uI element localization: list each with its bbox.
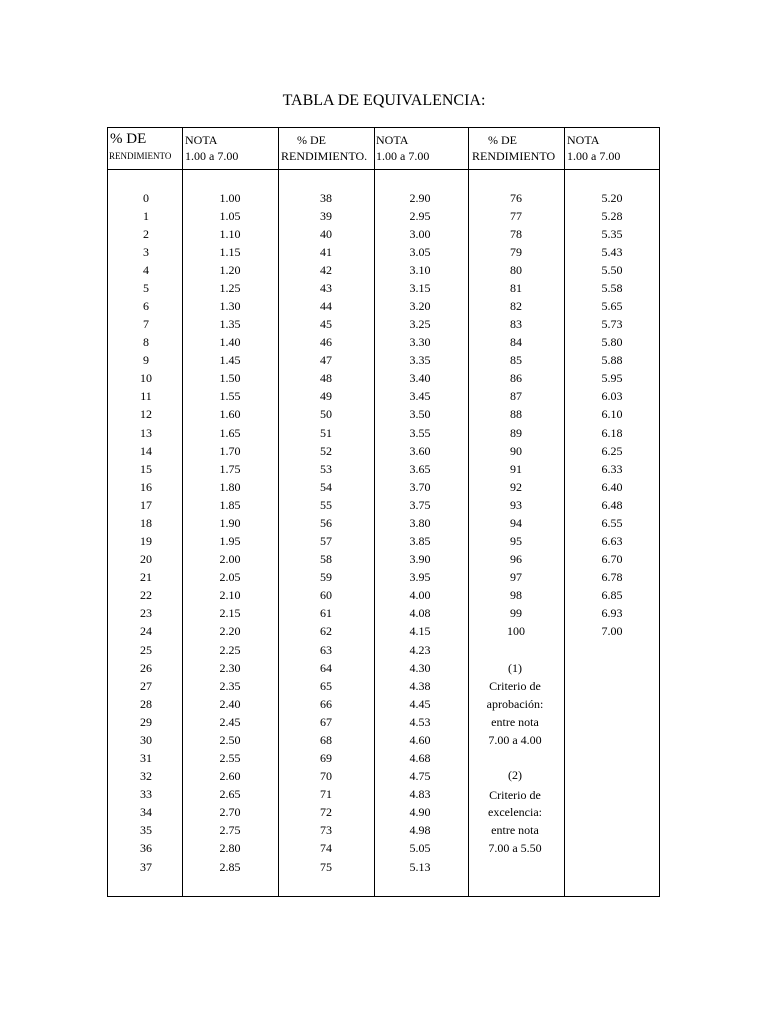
table-cell-pct-col-1: 9 — [143, 353, 149, 368]
table-cell-pct-col-1: 22 — [140, 588, 152, 603]
table-cell-pct-col-1: 2 — [143, 226, 149, 241]
table-cell-pct-col-2: 52 — [320, 443, 332, 458]
table-cell-nota-col-2: 3.95 — [409, 570, 431, 585]
table-cell-pct-col-1: 37 — [140, 859, 152, 874]
table-cell-nota-col-2: 4.83 — [409, 787, 431, 802]
table-cell-nota-col-1: 1.20 — [219, 262, 241, 277]
table-cell-nota-col-3: 6.78 — [601, 570, 623, 585]
table-cell-nota-col-3: 6.93 — [601, 606, 623, 621]
table-cell-pct-col-1: 27 — [140, 678, 152, 693]
table-cell-pct-col-1: 35 — [140, 823, 152, 838]
note-2-line2: excelencia: — [488, 805, 542, 819]
table-cell-nota-col-2: 3.75 — [409, 497, 431, 512]
header-pct-3-line2: RENDIMIENTO — [472, 149, 556, 163]
table-cell-pct-col-2: 62 — [320, 624, 332, 639]
header-pct-3-line1: % DE — [488, 133, 517, 147]
table-cell-nota-col-3: 7.00 — [601, 624, 623, 639]
table-cell-nota-col-3: 6.10 — [601, 407, 623, 422]
table-cell-pct-col-3: 97 — [510, 570, 522, 585]
table-cell-pct-col-1: 12 — [140, 407, 152, 422]
table-cell-pct-col-3: 78 — [510, 226, 522, 241]
table-cell-nota-col-3: 6.03 — [601, 389, 623, 404]
header-nota-1-line1: NOTA — [185, 133, 218, 147]
table-cell-pct-col-1: 25 — [140, 642, 152, 657]
table-cell-pct-col-1: 7 — [143, 317, 149, 332]
table-cell-nota-col-1: 1.70 — [219, 443, 241, 458]
table-cell-pct-col-1: 24 — [140, 624, 152, 639]
table-cell-nota-col-1: 1.50 — [219, 371, 241, 386]
table-cell-pct-col-3: 92 — [510, 479, 522, 494]
note-1-line1: Criterio de — [489, 679, 541, 693]
table-cell-nota-col-2: 3.00 — [409, 226, 431, 241]
column-divider — [278, 128, 279, 896]
header-nota-2-line1: NOTA — [376, 133, 409, 147]
table-cell-pct-col-2: 49 — [320, 389, 332, 404]
table-cell-nota-col-1: 1.65 — [219, 425, 241, 440]
table-cell-nota-col-2: 4.53 — [409, 714, 431, 729]
table-cell-nota-col-2: 4.23 — [409, 642, 431, 657]
table-cell-nota-col-2: 4.98 — [409, 823, 431, 838]
table-cell-nota-col-2: 3.85 — [409, 534, 431, 549]
table-cell-nota-col-3: 5.28 — [601, 208, 623, 223]
table-cell-nota-col-2: 3.80 — [409, 515, 431, 530]
table-cell-nota-col-2: 3.20 — [409, 298, 431, 313]
table-cell-pct-col-3: 86 — [510, 371, 522, 386]
table-cell-pct-col-1: 29 — [140, 714, 152, 729]
table-cell-nota-col-3: 5.65 — [601, 298, 623, 313]
table-cell-pct-col-1: 17 — [140, 497, 152, 512]
table-cell-nota-col-2: 4.08 — [409, 606, 431, 621]
table-cell-pct-col-1: 6 — [143, 298, 149, 313]
table-cell-pct-col-1: 30 — [140, 732, 152, 747]
table-cell-nota-col-3: 6.63 — [601, 534, 623, 549]
table-cell-pct-col-2: 42 — [320, 262, 332, 277]
table-cell-nota-col-1: 1.45 — [219, 353, 241, 368]
table-cell-nota-col-3: 6.55 — [601, 515, 623, 530]
table-cell-nota-col-1: 2.20 — [219, 624, 241, 639]
table-cell-nota-col-1: 2.25 — [219, 642, 241, 657]
column-divider — [564, 128, 565, 896]
table-cell-pct-col-1: 36 — [140, 841, 152, 856]
table-cell-pct-col-1: 23 — [140, 606, 152, 621]
table-cell-nota-col-3: 6.48 — [601, 497, 623, 512]
table-cell-pct-col-3: 81 — [510, 280, 522, 295]
table-cell-pct-col-3: 80 — [510, 262, 522, 277]
header-divider — [108, 169, 659, 170]
note-1-marker: (1) — [508, 661, 522, 675]
table-cell-pct-col-2: 63 — [320, 642, 332, 657]
table-cell-pct-col-2: 57 — [320, 534, 332, 549]
table-cell-pct-col-3: 88 — [510, 407, 522, 422]
table-cell-pct-col-3: 91 — [510, 461, 522, 476]
table-cell-nota-col-3: 6.40 — [601, 479, 623, 494]
table-cell-nota-col-1: 1.75 — [219, 461, 241, 476]
table-cell-nota-col-3: 6.70 — [601, 552, 623, 567]
table-cell-pct-col-1: 8 — [143, 335, 149, 350]
column-divider — [374, 128, 375, 896]
table-cell-nota-col-2: 2.90 — [409, 190, 431, 205]
table-cell-nota-col-1: 2.50 — [219, 732, 241, 747]
table-cell-nota-col-2: 3.60 — [409, 443, 431, 458]
table-cell-nota-col-1: 1.40 — [219, 335, 241, 350]
table-cell-pct-col-2: 59 — [320, 570, 332, 585]
table-cell-pct-col-1: 5 — [143, 280, 149, 295]
table-cell-nota-col-2: 4.45 — [409, 696, 431, 711]
table-cell-nota-col-2: 3.30 — [409, 335, 431, 350]
header-pct-1-line2: RENDIMIENTO — [109, 151, 172, 161]
table-cell-nota-col-2: 5.13 — [409, 859, 431, 874]
header-pct-1-line1: % DE — [110, 131, 147, 147]
table-cell-pct-col-1: 1 — [143, 208, 149, 223]
table-cell-nota-col-1: 2.15 — [219, 606, 241, 621]
table-cell-pct-col-3: 79 — [510, 244, 522, 259]
table-cell-pct-col-2: 71 — [320, 787, 332, 802]
table-cell-pct-col-2: 60 — [320, 588, 332, 603]
table-cell-pct-col-1: 15 — [140, 461, 152, 476]
table-cell-pct-col-2: 50 — [320, 407, 332, 422]
table-cell-nota-col-2: 3.10 — [409, 262, 431, 277]
table-cell-nota-col-2: 5.05 — [409, 841, 431, 856]
table-cell-pct-col-1: 13 — [140, 425, 152, 440]
table-cell-pct-col-2: 64 — [320, 660, 332, 675]
table-cell-pct-col-3: 95 — [510, 534, 522, 549]
table-cell-pct-col-1: 28 — [140, 696, 152, 711]
table-cell-pct-col-2: 51 — [320, 425, 332, 440]
table-cell-pct-col-2: 54 — [320, 479, 332, 494]
table-cell-pct-col-3: 83 — [510, 317, 522, 332]
table-cell-nota-col-3: 5.20 — [601, 190, 623, 205]
table-cell-pct-col-1: 19 — [140, 534, 152, 549]
table-cell-nota-col-2: 4.00 — [409, 588, 431, 603]
table-cell-nota-col-1: 2.00 — [219, 552, 241, 567]
table-cell-pct-col-2: 46 — [320, 335, 332, 350]
table-cell-nota-col-2: 4.38 — [409, 678, 431, 693]
table-cell-pct-col-3: 90 — [510, 443, 522, 458]
table-cell-nota-col-3: 5.35 — [601, 226, 623, 241]
table-cell-nota-col-1: 2.30 — [219, 660, 241, 675]
table-cell-nota-col-2: 4.30 — [409, 660, 431, 675]
table-cell-nota-col-1: 1.30 — [219, 298, 241, 313]
table-cell-nota-col-3: 5.95 — [601, 371, 623, 386]
table-cell-pct-col-1: 4 — [143, 262, 149, 277]
header-nota-3-line2: 1.00 a 7.00 — [567, 149, 621, 163]
table-cell-pct-col-2: 68 — [320, 732, 332, 747]
table-cell-pct-col-2: 70 — [320, 769, 332, 784]
table-cell-nota-col-3: 5.43 — [601, 244, 623, 259]
note-2-marker: (2) — [508, 768, 522, 782]
table-cell-pct-col-3: 76 — [510, 190, 522, 205]
table-cell-nota-col-1: 1.60 — [219, 407, 241, 422]
table-cell-nota-col-2: 4.75 — [409, 769, 431, 784]
table-cell-pct-col-1: 16 — [140, 479, 152, 494]
table-cell-pct-col-3: 85 — [510, 353, 522, 368]
table-cell-pct-col-2: 41 — [320, 244, 332, 259]
table-cell-pct-col-3: 93 — [510, 497, 522, 512]
table-cell-pct-col-2: 48 — [320, 371, 332, 386]
table-cell-nota-col-1: 2.75 — [219, 823, 241, 838]
table-cell-nota-col-1: 1.05 — [219, 208, 241, 223]
table-cell-nota-col-1: 1.55 — [219, 389, 241, 404]
table-cell-pct-col-1: 34 — [140, 805, 152, 820]
table-cell-pct-col-3: 94 — [510, 515, 522, 530]
table-cell-pct-col-3: 98 — [510, 588, 522, 603]
column-divider — [182, 128, 183, 896]
equivalence-table — [107, 127, 660, 897]
table-cell-nota-col-2: 4.15 — [409, 624, 431, 639]
table-cell-pct-col-3: 84 — [510, 335, 522, 350]
table-cell-nota-col-1: 1.15 — [219, 244, 241, 259]
table-cell-nota-col-2: 3.40 — [409, 371, 431, 386]
table-cell-pct-col-2: 53 — [320, 461, 332, 476]
table-cell-nota-col-1: 1.25 — [219, 280, 241, 295]
table-cell-pct-col-3: 96 — [510, 552, 522, 567]
table-cell-pct-col-1: 3 — [143, 244, 149, 259]
table-cell-pct-col-3: 77 — [510, 208, 522, 223]
table-cell-nota-col-3: 6.33 — [601, 461, 623, 476]
table-cell-pct-col-1: 18 — [140, 515, 152, 530]
table-cell-nota-col-3: 5.88 — [601, 353, 623, 368]
page-title: TABLA DE EQUIVALENCIA: — [282, 92, 486, 109]
table-cell-nota-col-3: 5.73 — [601, 317, 623, 332]
table-cell-pct-col-2: 74 — [320, 841, 332, 856]
note-1-line2: aprobación: — [486, 697, 544, 711]
table-cell-pct-col-2: 43 — [320, 280, 332, 295]
table-cell-pct-col-2: 47 — [320, 353, 332, 368]
table-cell-pct-col-2: 66 — [320, 696, 332, 711]
table-cell-nota-col-2: 3.35 — [409, 353, 431, 368]
header-nota-1-line2: 1.00 a 7.00 — [185, 149, 239, 163]
table-cell-pct-col-2: 55 — [320, 497, 332, 512]
table-cell-nota-col-2: 3.70 — [409, 479, 431, 494]
table-cell-pct-col-2: 75 — [320, 859, 332, 874]
table-cell-pct-col-3: 89 — [510, 425, 522, 440]
table-cell-nota-col-2: 4.60 — [409, 732, 431, 747]
table-cell-pct-col-2: 44 — [320, 298, 332, 313]
header-nota-2-line2: 1.00 a 7.00 — [376, 149, 430, 163]
table-cell-nota-col-1: 1.85 — [219, 497, 241, 512]
table-cell-nota-col-2: 3.65 — [409, 461, 431, 476]
table-cell-nota-col-1: 2.40 — [219, 696, 241, 711]
table-cell-pct-col-2: 58 — [320, 552, 332, 567]
table-cell-nota-col-2: 3.25 — [409, 317, 431, 332]
note-1-line3: entre nota — [491, 715, 539, 729]
table-cell-pct-col-1: 21 — [140, 570, 152, 585]
table-cell-pct-col-2: 40 — [320, 226, 332, 241]
table-cell-nota-col-1: 1.95 — [219, 534, 241, 549]
table-cell-nota-col-1: 1.10 — [219, 226, 241, 241]
table-cell-pct-col-1: 31 — [140, 751, 152, 765]
table-cell-nota-col-1: 1.00 — [219, 190, 241, 205]
table-cell-pct-col-1: 20 — [140, 552, 152, 567]
table-cell-nota-col-3: 5.50 — [601, 262, 623, 277]
table-cell-nota-col-1: 1.35 — [219, 317, 241, 332]
table-cell-pct-col-2: 73 — [320, 823, 332, 838]
table-cell-nota-col-2: 2.95 — [409, 208, 431, 223]
table-cell-nota-col-1: 2.65 — [219, 787, 241, 802]
table-cell-nota-col-2: 3.15 — [409, 280, 431, 295]
header-pct-2-line2: RENDIMIENTO. — [281, 149, 368, 163]
table-cell-nota-col-3: 6.85 — [601, 588, 623, 603]
table-cell-pct-col-1: 14 — [140, 443, 152, 458]
note-2-line4: 7.00 a 5.50 — [488, 841, 542, 855]
table-cell-pct-col-3: 82 — [510, 298, 522, 313]
table-cell-nota-col-2: 3.55 — [409, 425, 431, 440]
note-1-line4: 7.00 a 4.00 — [488, 733, 542, 747]
table-cell-pct-col-1: 10 — [140, 371, 152, 386]
table-cell-pct-col-2: 61 — [320, 606, 332, 621]
table-cell-nota-col-1: 2.45 — [219, 714, 241, 729]
table-cell-nota-col-2: 3.45 — [409, 389, 431, 404]
note-2-line3: entre nota — [491, 823, 539, 837]
table-cell-nota-col-1: 2.70 — [219, 805, 241, 820]
table-cell-nota-col-1: 1.80 — [219, 479, 241, 494]
table-cell-nota-col-3: 5.80 — [601, 335, 623, 350]
table-cell-pct-col-2: 56 — [320, 515, 332, 530]
table-cell-nota-col-1: 1.90 — [219, 515, 241, 530]
table-cell-nota-col-1: 2.55 — [219, 751, 241, 765]
table-cell-nota-col-1: 2.10 — [219, 588, 241, 603]
header-pct-2-line1: % DE — [297, 133, 326, 147]
table-cell-pct-col-1: 0 — [143, 190, 149, 205]
table-cell-nota-col-2: 4.68 — [409, 751, 431, 765]
table-cell-pct-col-2: 45 — [320, 317, 332, 332]
table-cell-nota-col-2: 3.05 — [409, 244, 431, 259]
table-cell-pct-col-3: 100 — [507, 624, 525, 639]
table-cell-pct-col-3: 99 — [510, 606, 522, 621]
note-2-line1: Criterio de — [489, 788, 541, 802]
table-cell-pct-col-3: 87 — [510, 389, 522, 404]
header-nota-3-line1: NOTA — [567, 133, 600, 147]
table-cell-nota-col-1: 2.35 — [219, 678, 241, 693]
table-cell-nota-col-3: 6.25 — [601, 443, 623, 458]
table-cell-nota-col-3: 5.58 — [601, 280, 623, 295]
table-cell-pct-col-1: 11 — [140, 389, 152, 404]
table-cell-pct-col-2: 72 — [320, 805, 332, 820]
table-cell-nota-col-1: 2.05 — [219, 570, 241, 585]
table-cell-pct-col-2: 39 — [320, 208, 332, 223]
table-cell-pct-col-1: 32 — [140, 769, 152, 784]
table-cell-nota-col-2: 3.90 — [409, 552, 431, 567]
table-cell-pct-col-2: 38 — [320, 190, 332, 205]
table-cell-pct-col-2: 69 — [320, 751, 332, 765]
table-cell-nota-col-1: 2.60 — [219, 769, 241, 784]
table-cell-nota-col-3: 6.18 — [601, 425, 623, 440]
table-cell-pct-col-1: 33 — [140, 787, 152, 802]
table-cell-pct-col-1: 26 — [140, 660, 152, 675]
table-cell-nota-col-1: 2.80 — [219, 841, 241, 856]
table-cell-nota-col-2: 4.90 — [409, 805, 431, 820]
table-cell-pct-col-2: 67 — [320, 714, 332, 729]
table-cell-nota-col-1: 2.85 — [219, 859, 241, 874]
table-cell-nota-col-2: 3.50 — [409, 407, 431, 422]
table-cell-pct-col-2: 65 — [320, 678, 332, 693]
